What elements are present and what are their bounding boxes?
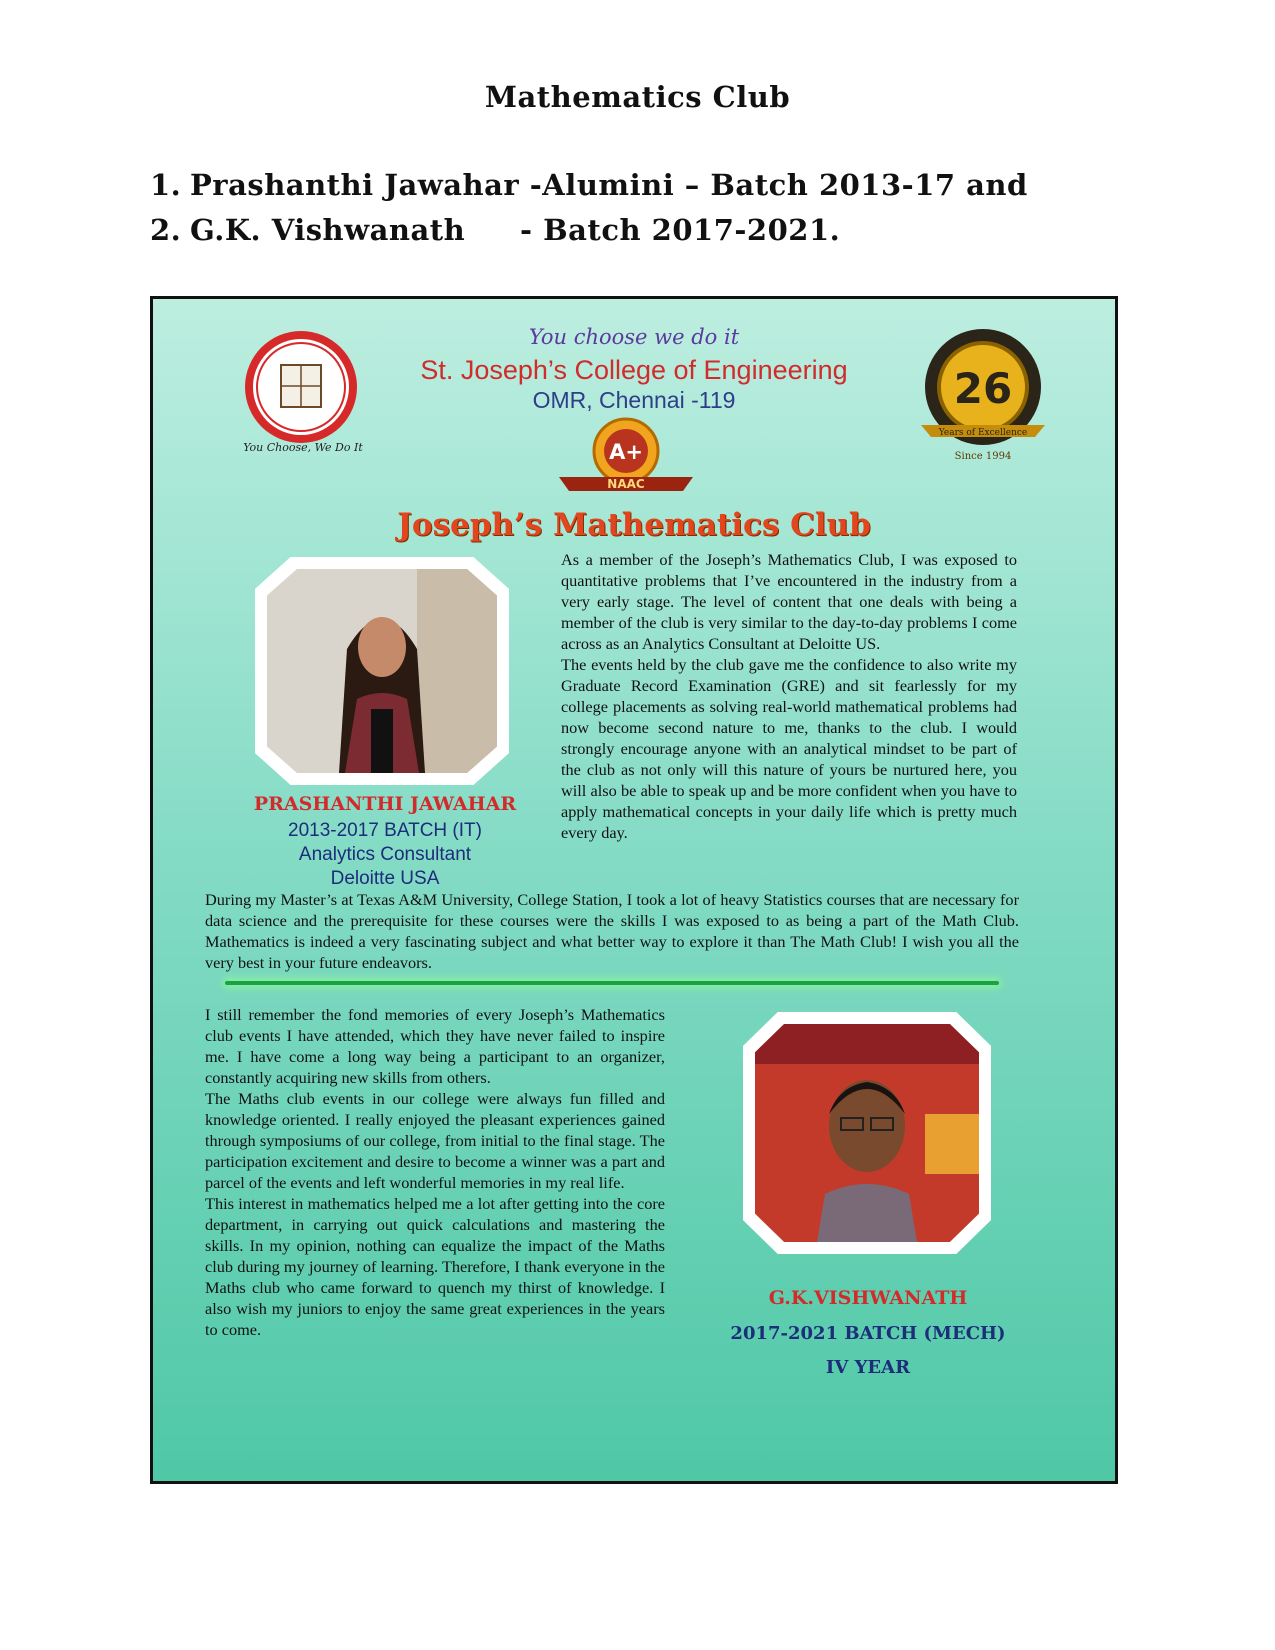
club-poster [150,296,1118,1484]
member-list [150,168,1028,258]
alumni-batch: 2013-2017 BATCH (IT) [288,820,482,841]
svg-text:NAAC: NAAC [607,477,645,491]
college-address: OMR, Chennai -119 [532,387,736,413]
naac-badge-icon [551,415,701,505]
student-year: IV YEAR [825,1357,911,1378]
alumni-role: Analytics Consultant [298,844,472,865]
person-portrait-icon [755,1024,979,1242]
person-portrait-icon [267,569,497,773]
alumni-photo [255,557,509,785]
student-testimonial: I still remember the fond memories of every Joseph’s Mathematics club events I have attended, which they have never failed to inspire me. I have come a long way being a participant to an organizer, constantly acquiring new skills from others. The Maths club events in our college were always fun filled and knowledge oriented. I really enjoyed the pleasant experiences gained through symposiums of our college, from initial to the final stage. The participation excitement and desire to become a winner was a part and parcel of the events and left wonderful memories in my real life. This interest in mathematics helped me a lot after getting into the core department, in carrying out quick calculations and mastering the skills. In my opinion, nothing can equalize the impact of the Maths club during my journey of learning. Therefore, I thank everyone in the Maths club who came forward to quench my thirst of knowledge. I also wish my juniors to enjoy the same great experiences in the years to come. [205,1005,665,1339]
section-divider [225,981,999,985]
list-item: 2. G.K. Vishwanath - Batch 2017-2021. [150,213,841,247]
student-batch: 2017-2021 BATCH (MECH) [730,1323,1006,1344]
college-tagline: You choose we do it [528,325,740,349]
college-name: St. Joseph’s College of Engineering [420,355,848,385]
svg-text:Years of Excellence: Years of Excellence [938,428,1028,438]
alumni-name: PRASHANTHI JAWAHAR [253,793,517,815]
alumni-company: Deloitte USA [330,868,440,889]
alumni-testimonial-continued: During my Master’s at Texas A&M University, College Station, I took a lot of heavy Statistics courses that are necessary for data science and the prerequisite for these courses were the skills I was exposed to as being a part of the Math Club. Mathematics is indeed a very fascinating subject and what better way to explore it than The Math Club! I wish you all the very best in your future endeavors. [205,890,1019,972]
svg-text:A+: A+ [609,440,643,464]
student-name: G.K.VISHWANATH [768,1287,968,1309]
list-item: 1. Prashanthi Jawahar -Alumini – Batch 2013-17 and [150,168,1028,202]
svg-text:You Choose, We Do It: You Choose, We Do It [243,441,363,454]
page-title: Mathematics Club [484,80,791,114]
student-photo [743,1012,991,1254]
svg-text:Since 1994: Since 1994 [954,451,1012,462]
alumni-testimonial: As a member of the Joseph’s Mathematics Club, I was exposed to quantitative problems that I’ve encountered in the industry from a very early stage. The level of content that one deals with being a member of the club is very similar to the day-to-day problems I come across as an Analytics Consultant at Deloitte US. The events held by the club gave me the confidence to also write my Graduate Record Examination (GRE) and sit fearlessly for my college placements as solving real-world mathematical problems had now become second nature to me, thanks to the club. I would strongly encourage anyone with an analytical mindset to be part of the club as not only will this nature of yours be nurtured here, you will also be able to speak up and be more confident when you have to apply mathematical concepts in your daily life which is pretty much every day. [561,550,1017,842]
club-title: Joseph’s Mathematics Club [397,507,871,543]
svg-text:26: 26 [953,364,1013,413]
